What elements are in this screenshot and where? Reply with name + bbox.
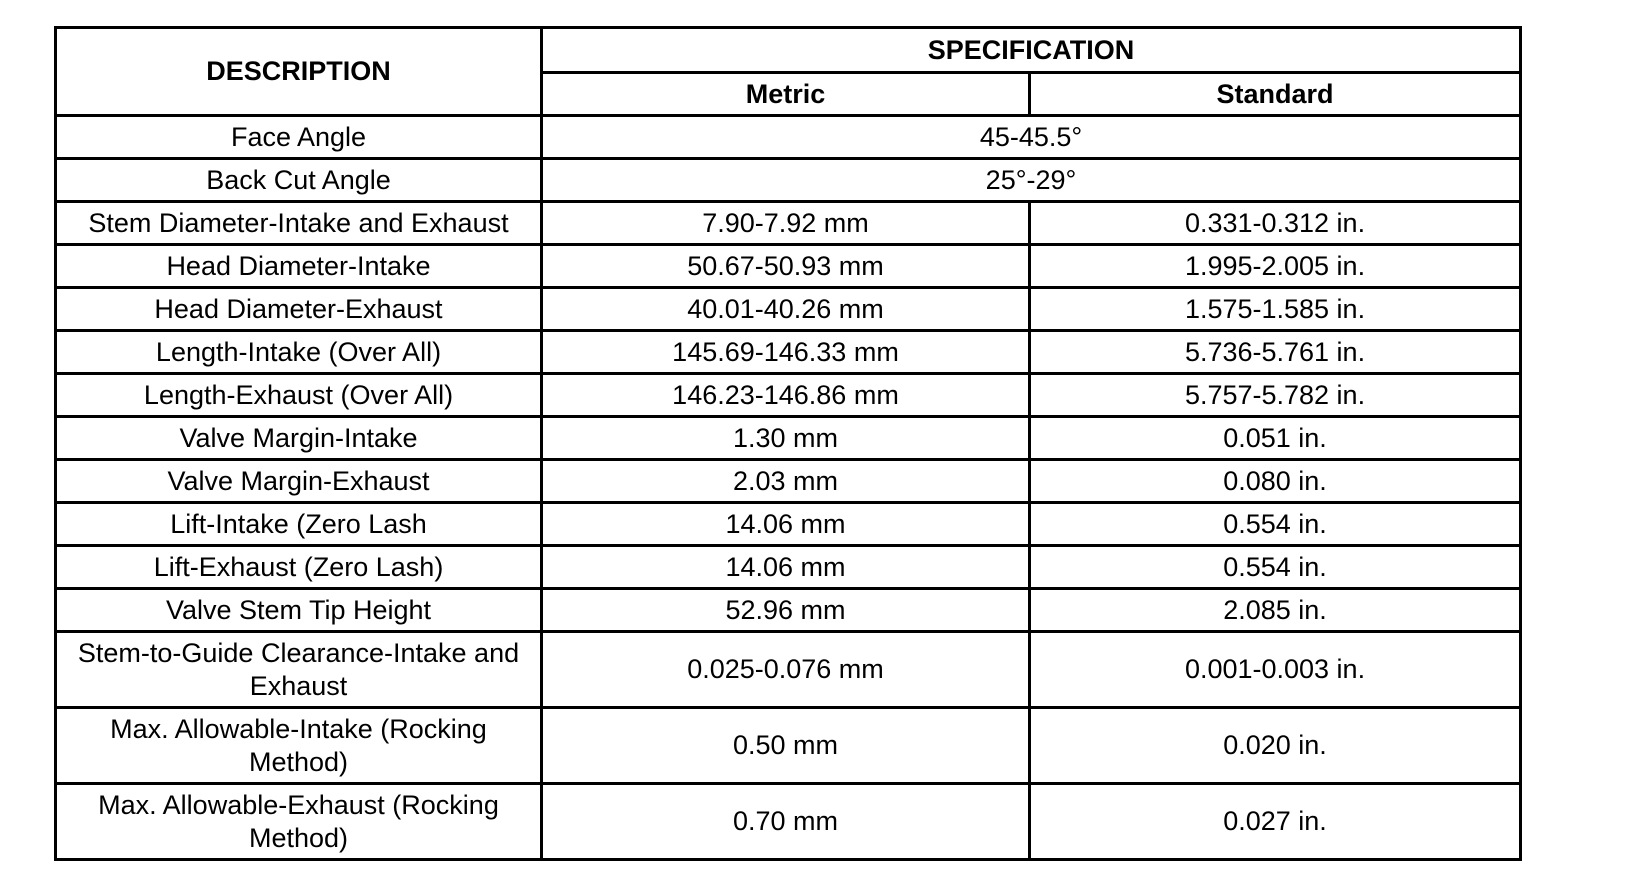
table-row — [56, 589, 1521, 632]
valve-specification-table — [54, 26, 1522, 861]
description-cell: Stem-to-Guide Clearance-Intake and Exhaust — [56, 632, 542, 708]
metric-cell: 146.23-146.86 mm — [542, 374, 1030, 417]
description-cell: Head Diameter-Intake — [56, 245, 542, 288]
description-header: DESCRIPTION — [56, 28, 542, 116]
description-cell: Valve Stem Tip Height — [56, 589, 542, 632]
metric-cell: 0.025-0.076 mm — [542, 632, 1030, 708]
table-row — [56, 202, 1521, 245]
standard-cell: 1.995-2.005 in. — [1030, 245, 1521, 288]
standard-cell: 0.001-0.003 in. — [1030, 632, 1521, 708]
description-cell: Max. Allowable-Intake (Rocking Method) — [56, 708, 542, 784]
metric-cell: 0.50 mm — [542, 708, 1030, 784]
description-cell: Head Diameter-Exhaust — [56, 288, 542, 331]
metric-cell: 145.69-146.33 mm — [542, 331, 1030, 374]
standard-cell: 1.575-1.585 in. — [1030, 288, 1521, 331]
standard-cell: 0.020 in. — [1030, 708, 1521, 784]
metric-cell: 14.06 mm — [542, 503, 1030, 546]
description-cell: Back Cut Angle — [56, 159, 542, 202]
combined-spec-cell: 45-45.5° — [542, 116, 1521, 159]
standard-cell: 0.027 in. — [1030, 784, 1521, 860]
standard-cell: 0.554 in. — [1030, 503, 1521, 546]
standard-cell: 0.051 in. — [1030, 417, 1521, 460]
specification-header: SPECIFICATION — [542, 28, 1521, 73]
description-cell: Valve Margin-Exhaust — [56, 460, 542, 503]
standard-cell: 0.080 in. — [1030, 460, 1521, 503]
standard-cell: 2.085 in. — [1030, 589, 1521, 632]
metric-cell: 2.03 mm — [542, 460, 1030, 503]
table-row — [56, 245, 1521, 288]
table-row — [56, 708, 1521, 784]
description-cell: Valve Margin-Intake — [56, 417, 542, 460]
header-row-1 — [56, 28, 1521, 73]
metric-cell: 1.30 mm — [542, 417, 1030, 460]
table-row — [56, 288, 1521, 331]
standard-cell: 5.757-5.782 in. — [1030, 374, 1521, 417]
metric-cell: 0.70 mm — [542, 784, 1030, 860]
table-row — [56, 116, 1521, 159]
description-cell: Stem Diameter-Intake and Exhaust — [56, 202, 542, 245]
standard-header: Standard — [1030, 73, 1521, 116]
metric-cell: 52.96 mm — [542, 589, 1030, 632]
description-cell: Face Angle — [56, 116, 542, 159]
description-cell: Lift-Exhaust (Zero Lash) — [56, 546, 542, 589]
table-row — [56, 632, 1521, 708]
table-row — [56, 417, 1521, 460]
table-row — [56, 159, 1521, 202]
description-cell: Max. Allowable-Exhaust (Rocking Method) — [56, 784, 542, 860]
standard-cell: 0.331-0.312 in. — [1030, 202, 1521, 245]
table-row — [56, 331, 1521, 374]
metric-cell: 14.06 mm — [542, 546, 1030, 589]
table-row — [56, 460, 1521, 503]
table-row — [56, 546, 1521, 589]
combined-spec-cell: 25°-29° — [542, 159, 1521, 202]
table-row — [56, 784, 1521, 860]
table-row — [56, 503, 1521, 546]
metric-cell: 7.90-7.92 mm — [542, 202, 1030, 245]
description-cell: Length-Exhaust (Over All) — [56, 374, 542, 417]
metric-cell: 40.01-40.26 mm — [542, 288, 1030, 331]
standard-cell: 5.736-5.761 in. — [1030, 331, 1521, 374]
metric-cell: 50.67-50.93 mm — [542, 245, 1030, 288]
standard-cell: 0.554 in. — [1030, 546, 1521, 589]
metric-header: Metric — [542, 73, 1030, 116]
description-cell: Length-Intake (Over All) — [56, 331, 542, 374]
description-cell: Lift-Intake (Zero Lash — [56, 503, 542, 546]
table-row — [56, 374, 1521, 417]
